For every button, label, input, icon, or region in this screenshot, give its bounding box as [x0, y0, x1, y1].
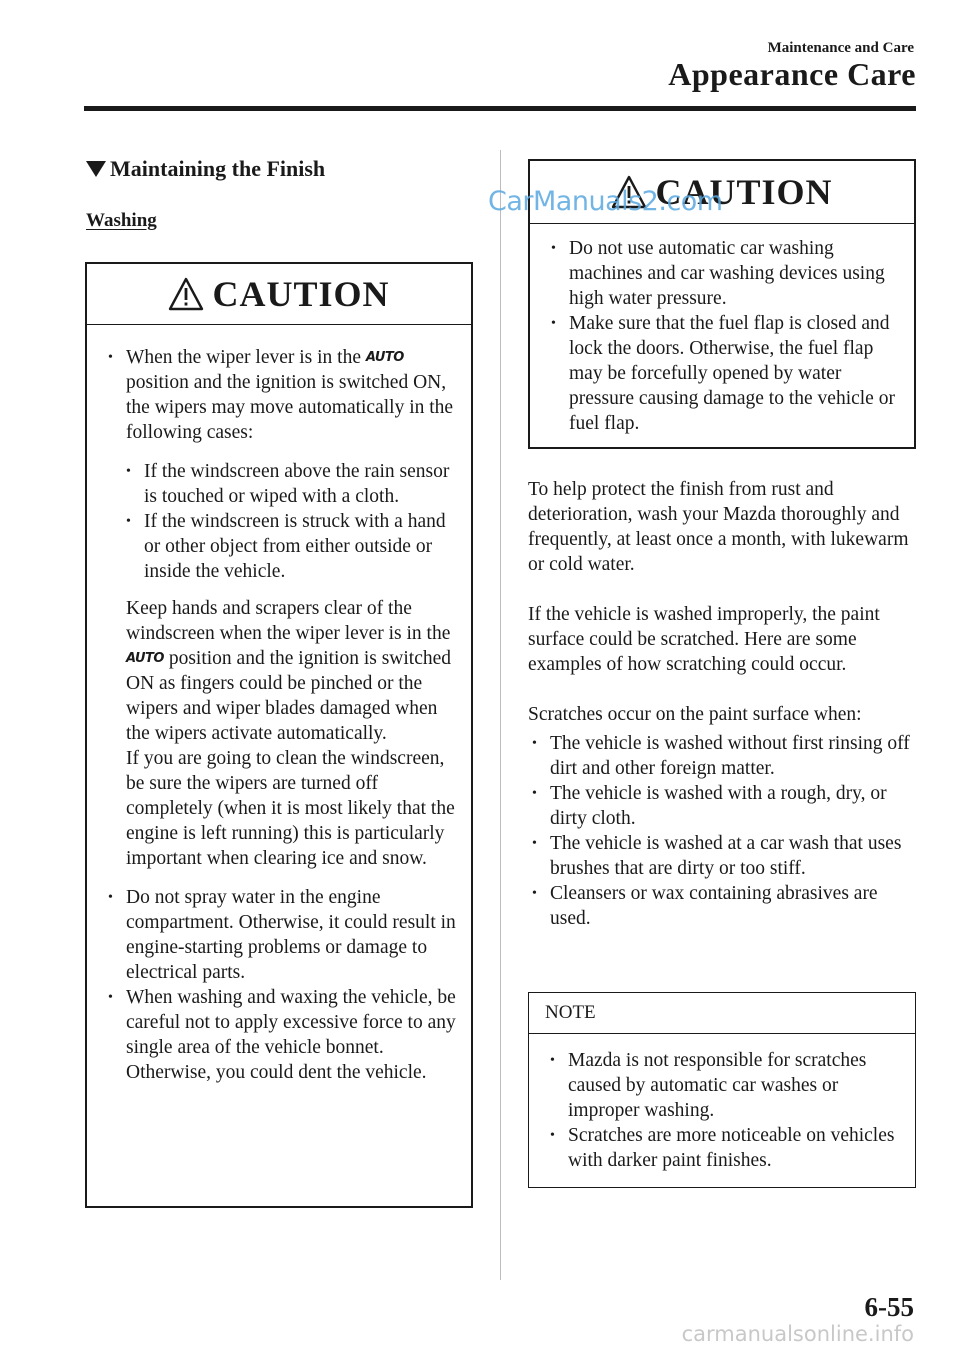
body-paragraph: Scratches occur on the paint surface when: [528, 704, 862, 725]
note-body [529, 1034, 915, 1173]
page-number: 6-55 [864, 1292, 914, 1322]
bullet-text: When the wiper lever is in the [126, 347, 361, 368]
right-body [528, 477, 916, 931]
watermark-footer: carmanualsonline.info [681, 1322, 914, 1346]
note-bullet: • Mazda is not responsible for scratches caused by automatic car washes or improper washing. [550, 1048, 907, 1123]
caution-bullet: • When washing and waxing the vehicle, be careful not to apply excessive force to any single area of the vehicle bonnet. Otherwise, you could dent the vehicle. [108, 985, 465, 1085]
auto-position-icon: AUTO [365, 350, 404, 365]
chapter-label: Maintenance and Care [767, 40, 914, 56]
list-item: • The vehicle is washed without first rinsing off dirt and other foreign matter. [532, 731, 916, 781]
body-paragraph: To help protect the finish from rust and deterioration, wash your Mazda thoroughly and frequently, at least once a month, with lukewarm or cold water. [528, 479, 909, 575]
list-item: • Cleansers or wax containing abrasives are used. [532, 881, 916, 931]
sub-bullet: • If the windscreen is struck with a hand or other object from either outside or inside the vehicle. [126, 509, 465, 584]
caution-body [530, 224, 914, 436]
caution-box-left [85, 262, 473, 1208]
bullet-text: position and the ignition is switched ON, the wipers may move automatically in the following cases: [126, 372, 454, 443]
paragraph-text: Keep hands and scrapers clear of the windscreen when the wiper lever is in the [126, 598, 451, 644]
header-rule [84, 106, 916, 111]
section-title-text: Maintaining the Finish [110, 156, 326, 181]
caution-paragraph [108, 596, 465, 746]
caution-header [87, 264, 471, 325]
sub-bullet: • If the windscreen above the rain sensor is touched or wiped with a cloth. [126, 459, 465, 509]
note-bullet: • Scratches are more noticeable on vehicles with darker paint finishes. [550, 1123, 907, 1173]
column-divider [500, 150, 501, 1280]
list-item: • The vehicle is washed at a car wash that uses brushes that are dirty or too stiff. [532, 831, 916, 881]
list-item: • The vehicle is washed with a rough, dry, or dirty cloth. [532, 781, 916, 831]
watermark-top: CarManuals2.com [488, 186, 723, 217]
triangle-marker-icon [86, 161, 106, 177]
caution-label: CAUTION [655, 172, 833, 212]
paragraph-text: position and the ignition is switched ON as fingers could be pinched or the wipers and wiper blades damaged when the wipers activate automatically. [126, 648, 452, 744]
page-title: Appearance Care [668, 56, 916, 92]
note-box [528, 992, 916, 1188]
caution-bullet: • Do not spray water in the engine compartment. Otherwise, it could result in engine-starting problems or damage to electrical parts. [108, 885, 465, 985]
caution-bullet [108, 345, 465, 445]
body-paragraph: If the vehicle is washed improperly, the paint surface could be scratched. Here are some examples of how scratching could occur. [528, 604, 880, 675]
caution-paragraph: If you are going to clean the windscreen, be sure the wipers are turned off completely (when it is most likely that the engine is left running) this is particularly important when clearing ice and snow. [126, 748, 455, 869]
warning-triangle-icon [168, 277, 204, 311]
caution-bullet: • Do not use automatic car washing machines and car washing devices using high water pressure. [551, 236, 906, 311]
note-label: NOTE [529, 993, 915, 1034]
caution-bullet: • Make sure that the fuel flap is closed and lock the doors. Otherwise, the fuel flap may be forcefully opened by water pressure causing damage to the vehicle or fuel flap. [551, 311, 906, 436]
caution-label: CAUTION [212, 274, 390, 314]
auto-position-icon: AUTO [126, 651, 164, 666]
caution-body [87, 325, 471, 1085]
section-title [86, 156, 325, 182]
sub-bullet-list [108, 459, 465, 584]
subheading-washing: Washing [86, 210, 157, 231]
scratch-list [528, 731, 916, 931]
